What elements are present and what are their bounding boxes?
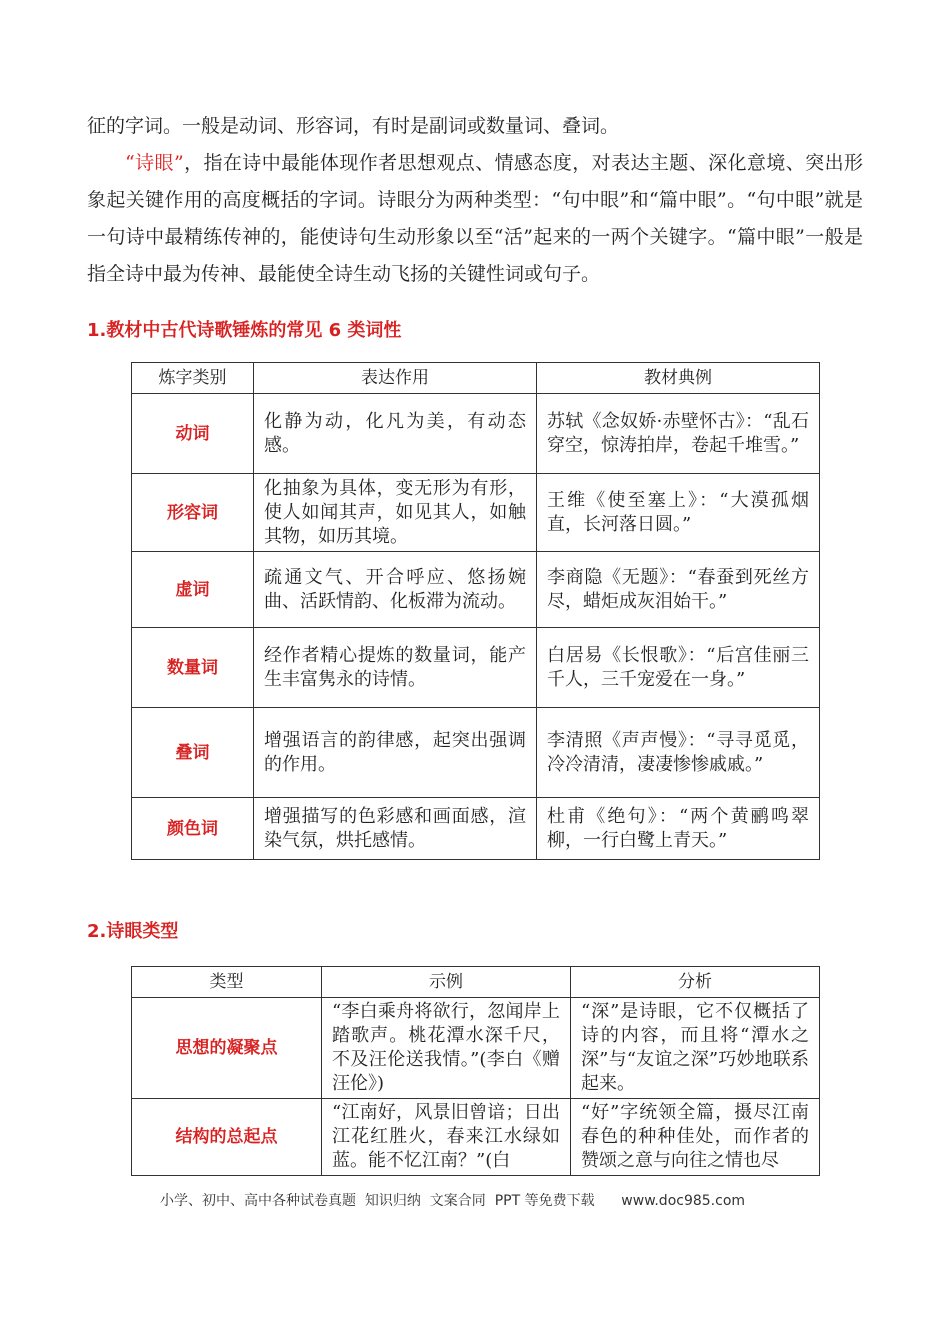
word-type-table — [131, 362, 820, 860]
shiyan-definition: ，指在诗中最能体现作者思想观点、情感态度，对表达主题、深化意境、突出形象起关键作用的高度概括的字词。诗眼分为两种类型：“句中眼”和“篇中眼”。“句中眼”就是一句诗中最精练传神的，能使诗句生动形象以至“活”起来的一两个关键字。“篇中眼”一般是指全诗中最为传神、最能使全诗生动飞扬的关键性词或句子。 — [87, 152, 863, 285]
category-cell: 结构的总起点 — [132, 1099, 322, 1176]
header-category: 炼字类别 — [132, 363, 254, 394]
example-cell: 李清照《声声慢》：“寻寻觅觅，冷冷清清，凄凄惨惨戚戚。” — [537, 708, 820, 798]
section2-heading: 2.诗眼类型 — [87, 921, 179, 942]
example-cell: 白居易《长恨歌》：“后宫佳丽三千人，三千宠爱在一身。” — [537, 628, 820, 708]
effect-cell: 增强语言的韵律感，起突出强调的作用。 — [254, 708, 537, 798]
example-cell: 王维《使至塞上》：“大漠孤烟直，长河落日圆。” — [537, 474, 820, 552]
analysis-cell: “深”是诗眼，它不仅概括了诗的内容，而且将“潭水之深”与“友谊之深”巧妙地联系起来。 — [571, 998, 820, 1099]
table-header-row — [132, 967, 820, 998]
section1-heading: 1.教材中古代诗歌锤炼的常见 6 类词性 — [87, 320, 402, 341]
table-row — [132, 1099, 820, 1176]
header-analysis: 分析 — [571, 967, 820, 998]
analysis-cell: “好”字统领全篇，摄尽江南春色的种种佳处，而作者的赞颂之意与向往之情也尽 — [571, 1099, 820, 1176]
header-example: 教材典例 — [537, 363, 820, 394]
table-row — [132, 552, 820, 628]
header-type: 类型 — [132, 967, 322, 998]
category-cell: 形容词 — [132, 474, 254, 552]
category-cell: 动词 — [132, 394, 254, 474]
effect-cell: 经作者精心提炼的数量词，能产生丰富隽永的诗情。 — [254, 628, 537, 708]
example-cell: 苏轼《念奴娇·赤壁怀古》：“乱石穿空，惊涛拍岸，卷起千堆雪。” — [537, 394, 820, 474]
intro-line — [87, 108, 863, 145]
table-header-row — [132, 363, 820, 394]
effect-cell: 化抽象为具体，变无形为有形，使人如闻其声，如见其人，如触其物，如历其境。 — [254, 474, 537, 552]
table-row — [132, 798, 820, 860]
category-cell: 叠词 — [132, 708, 254, 798]
category-cell: 思想的凝聚点 — [132, 998, 322, 1099]
example-cell: 李商隐《无题》：“春蚕到死丝方尽，蜡炬成灰泪始干。” — [537, 552, 820, 628]
poem-eye-table — [131, 966, 820, 1176]
effect-cell: 疏通文气、开合呼应、悠扬婉曲、活跃情韵、化板滞为流动。 — [254, 552, 537, 628]
shiyan-term: “诗眼” — [125, 152, 184, 174]
header-effect: 表达作用 — [254, 363, 537, 394]
table-row — [132, 998, 820, 1099]
category-cell: 颜色词 — [132, 798, 254, 860]
shiyan-paragraph — [87, 145, 863, 293]
effect-cell: 化静为动，化凡为美，有动态感。 — [254, 394, 537, 474]
category-cell: 虚词 — [132, 552, 254, 628]
table-row — [132, 708, 820, 798]
example-cell: “李白乘舟将欲行，忽闻岸上踏歌声。桃花潭水深千尺，不及汪伦送我情。”(李白《赠汪伦》) — [322, 998, 571, 1099]
effect-cell: 增强描写的色彩感和画面感，渲染气氛，烘托感情。 — [254, 798, 537, 860]
page-footer: 小学、初中、高中各种试卷真题 知识归纳 文案合同 PPT 等免费下载 www.doc985.com — [160, 1193, 746, 1209]
intro-text: 征的字词。一般是动词、形容词，有时是副词或数量词、叠词。 — [87, 115, 620, 137]
table-row — [132, 628, 820, 708]
table-row — [132, 474, 820, 552]
header-example: 示例 — [322, 967, 571, 998]
example-cell: “江南好，风景旧曾谙；日出江花红胜火，春来江水绿如蓝。能不忆江南？”(白 — [322, 1099, 571, 1176]
example-cell: 杜甫《绝句》：“两个黄鹂鸣翠柳，一行白鹭上青天。” — [537, 798, 820, 860]
category-cell: 数量词 — [132, 628, 254, 708]
table-row — [132, 394, 820, 474]
